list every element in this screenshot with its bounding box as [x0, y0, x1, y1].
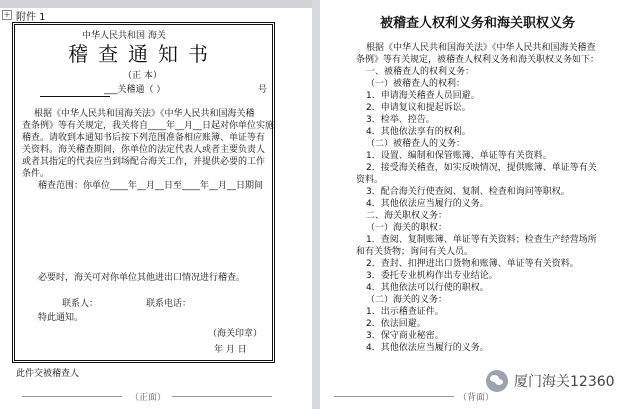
para1-line2: 查条例》等有关规定，我关将自____年__月__日起对你单位实施 [22, 121, 275, 131]
front-page-label: （正面） [130, 393, 167, 403]
customs-prefix: ___关稽通（ ） [104, 85, 166, 95]
para1-line1: 根据《中华人民共和国海关法》《中华人民共和国海关稽 [34, 109, 255, 119]
rights-line: 1．查阅、复制账簿、单证等有关资料；检查生产经营场所 [366, 235, 597, 245]
para1-line3: 稽查。请收到本通知书后按下列范围准备相应账簿、单证等有 [22, 133, 266, 143]
back-page-label: （背面） [458, 393, 495, 403]
number-label: 号 [258, 85, 268, 95]
notice-title: 稽查通知书 [68, 42, 218, 66]
watermark-text: 厦门海关12360 [514, 374, 615, 390]
date-label: 年 月 日 [214, 345, 247, 355]
rights-line: 资料。 [356, 175, 384, 185]
rights-line: 条例》等有关规定，被稽查人权利义务和海关职权义务如下： [356, 55, 600, 65]
ruler-bar [0, 0, 312, 8]
rights-line: 和有关货物；询问有关人员。 [356, 247, 474, 257]
rights-line: （一）被稽查人的权利： [366, 79, 466, 89]
rights-line: 2．依法回避。 [366, 319, 426, 329]
issuing-authority-line: 中华人民共和国 海关 [82, 31, 166, 41]
rights-line: 2．接受海关稽查，如实反映情况，提供账簿、单证等有关 [366, 163, 597, 173]
rights-line: 1．设置、编制和保管账簿、单证等有关资料。 [366, 151, 552, 161]
watermark [486, 366, 615, 396]
rights-duties-title: 被稽查人权利义务和海关职权义务 [380, 16, 576, 31]
rights-line: （二）海关的义务： [366, 295, 448, 305]
footer-rule-left [334, 396, 454, 397]
notice-closing: 特此通知。 [38, 313, 84, 323]
customs-seal-label: （海关印章） [208, 329, 263, 339]
rights-line: 1．出示稽查证件。 [366, 307, 444, 317]
rights-line: 3．委托专业机构作出专业结论。 [366, 271, 498, 281]
delivery-note: 此件交被稽查人 [16, 369, 80, 379]
rights-line: 4．其他依法享有的权利。 [366, 127, 471, 137]
rights-line: （二）被稽查人的义务： [366, 139, 466, 149]
para1-line4: 关资料。海关稽查期间，你单位的法定代表人或者主要负责人 [22, 145, 266, 155]
right-page-back [320, 0, 636, 409]
attachment-label: 附件 1 [16, 12, 46, 23]
addressee-underline [40, 96, 110, 97]
rights-line: 3．检举、控告。 [366, 115, 435, 125]
rights-line: （一）海关的职权： [366, 223, 448, 233]
rights-line: 1．申请海关稽查人员回避。 [366, 91, 480, 101]
rights-line: 4．其他依法可以行使的职权。 [366, 283, 489, 293]
table-move-handle-icon[interactable]: + [3, 10, 11, 19]
rights-line: 3．保守商业秘密。 [366, 331, 444, 341]
rights-line: 2．查封、扣押进出口货物和账簿、单证等有关资料。 [366, 259, 579, 269]
rights-line: 4．其他依法应当履行的义务。 [366, 199, 489, 209]
rights-line: 根据《中华人民共和国海关法》《中华人民共和国海关稽查 [366, 43, 596, 53]
contact-phone-label: 联系电话： [146, 299, 192, 309]
rights-line: 2．申请复议和提起诉讼。 [366, 103, 471, 113]
audit-scope: 稽查范围：你单位____年__月__日至____年__月__日期间 [38, 181, 264, 191]
rights-line: 4．其他依法应当履行的义务。 [366, 343, 489, 353]
rights-line: 二、海关职权义务： [366, 211, 448, 221]
para1-line6: 条件。 [22, 169, 50, 179]
copy-label: （正 本） [123, 71, 162, 81]
footer-rule-right [172, 396, 272, 397]
left-page-front [0, 0, 312, 409]
contact-person-label: 联系人： [62, 299, 99, 309]
page-gutter [312, 0, 320, 409]
wechat-icon [486, 370, 508, 392]
footer-rule-left [22, 396, 122, 397]
rights-line: 一、被稽查人的权利义务： [366, 67, 475, 77]
extended-audit-note: 必要时，海关可对你单位其他进出口情况进行稽查。 [38, 273, 246, 283]
rights-line: 3．配合海关行使查阅、复制、检查和询问等职权。 [366, 187, 570, 197]
para1-line5: 或者其指定的代表应当到场配合海关工作，并提供必要的工作 [22, 157, 266, 167]
